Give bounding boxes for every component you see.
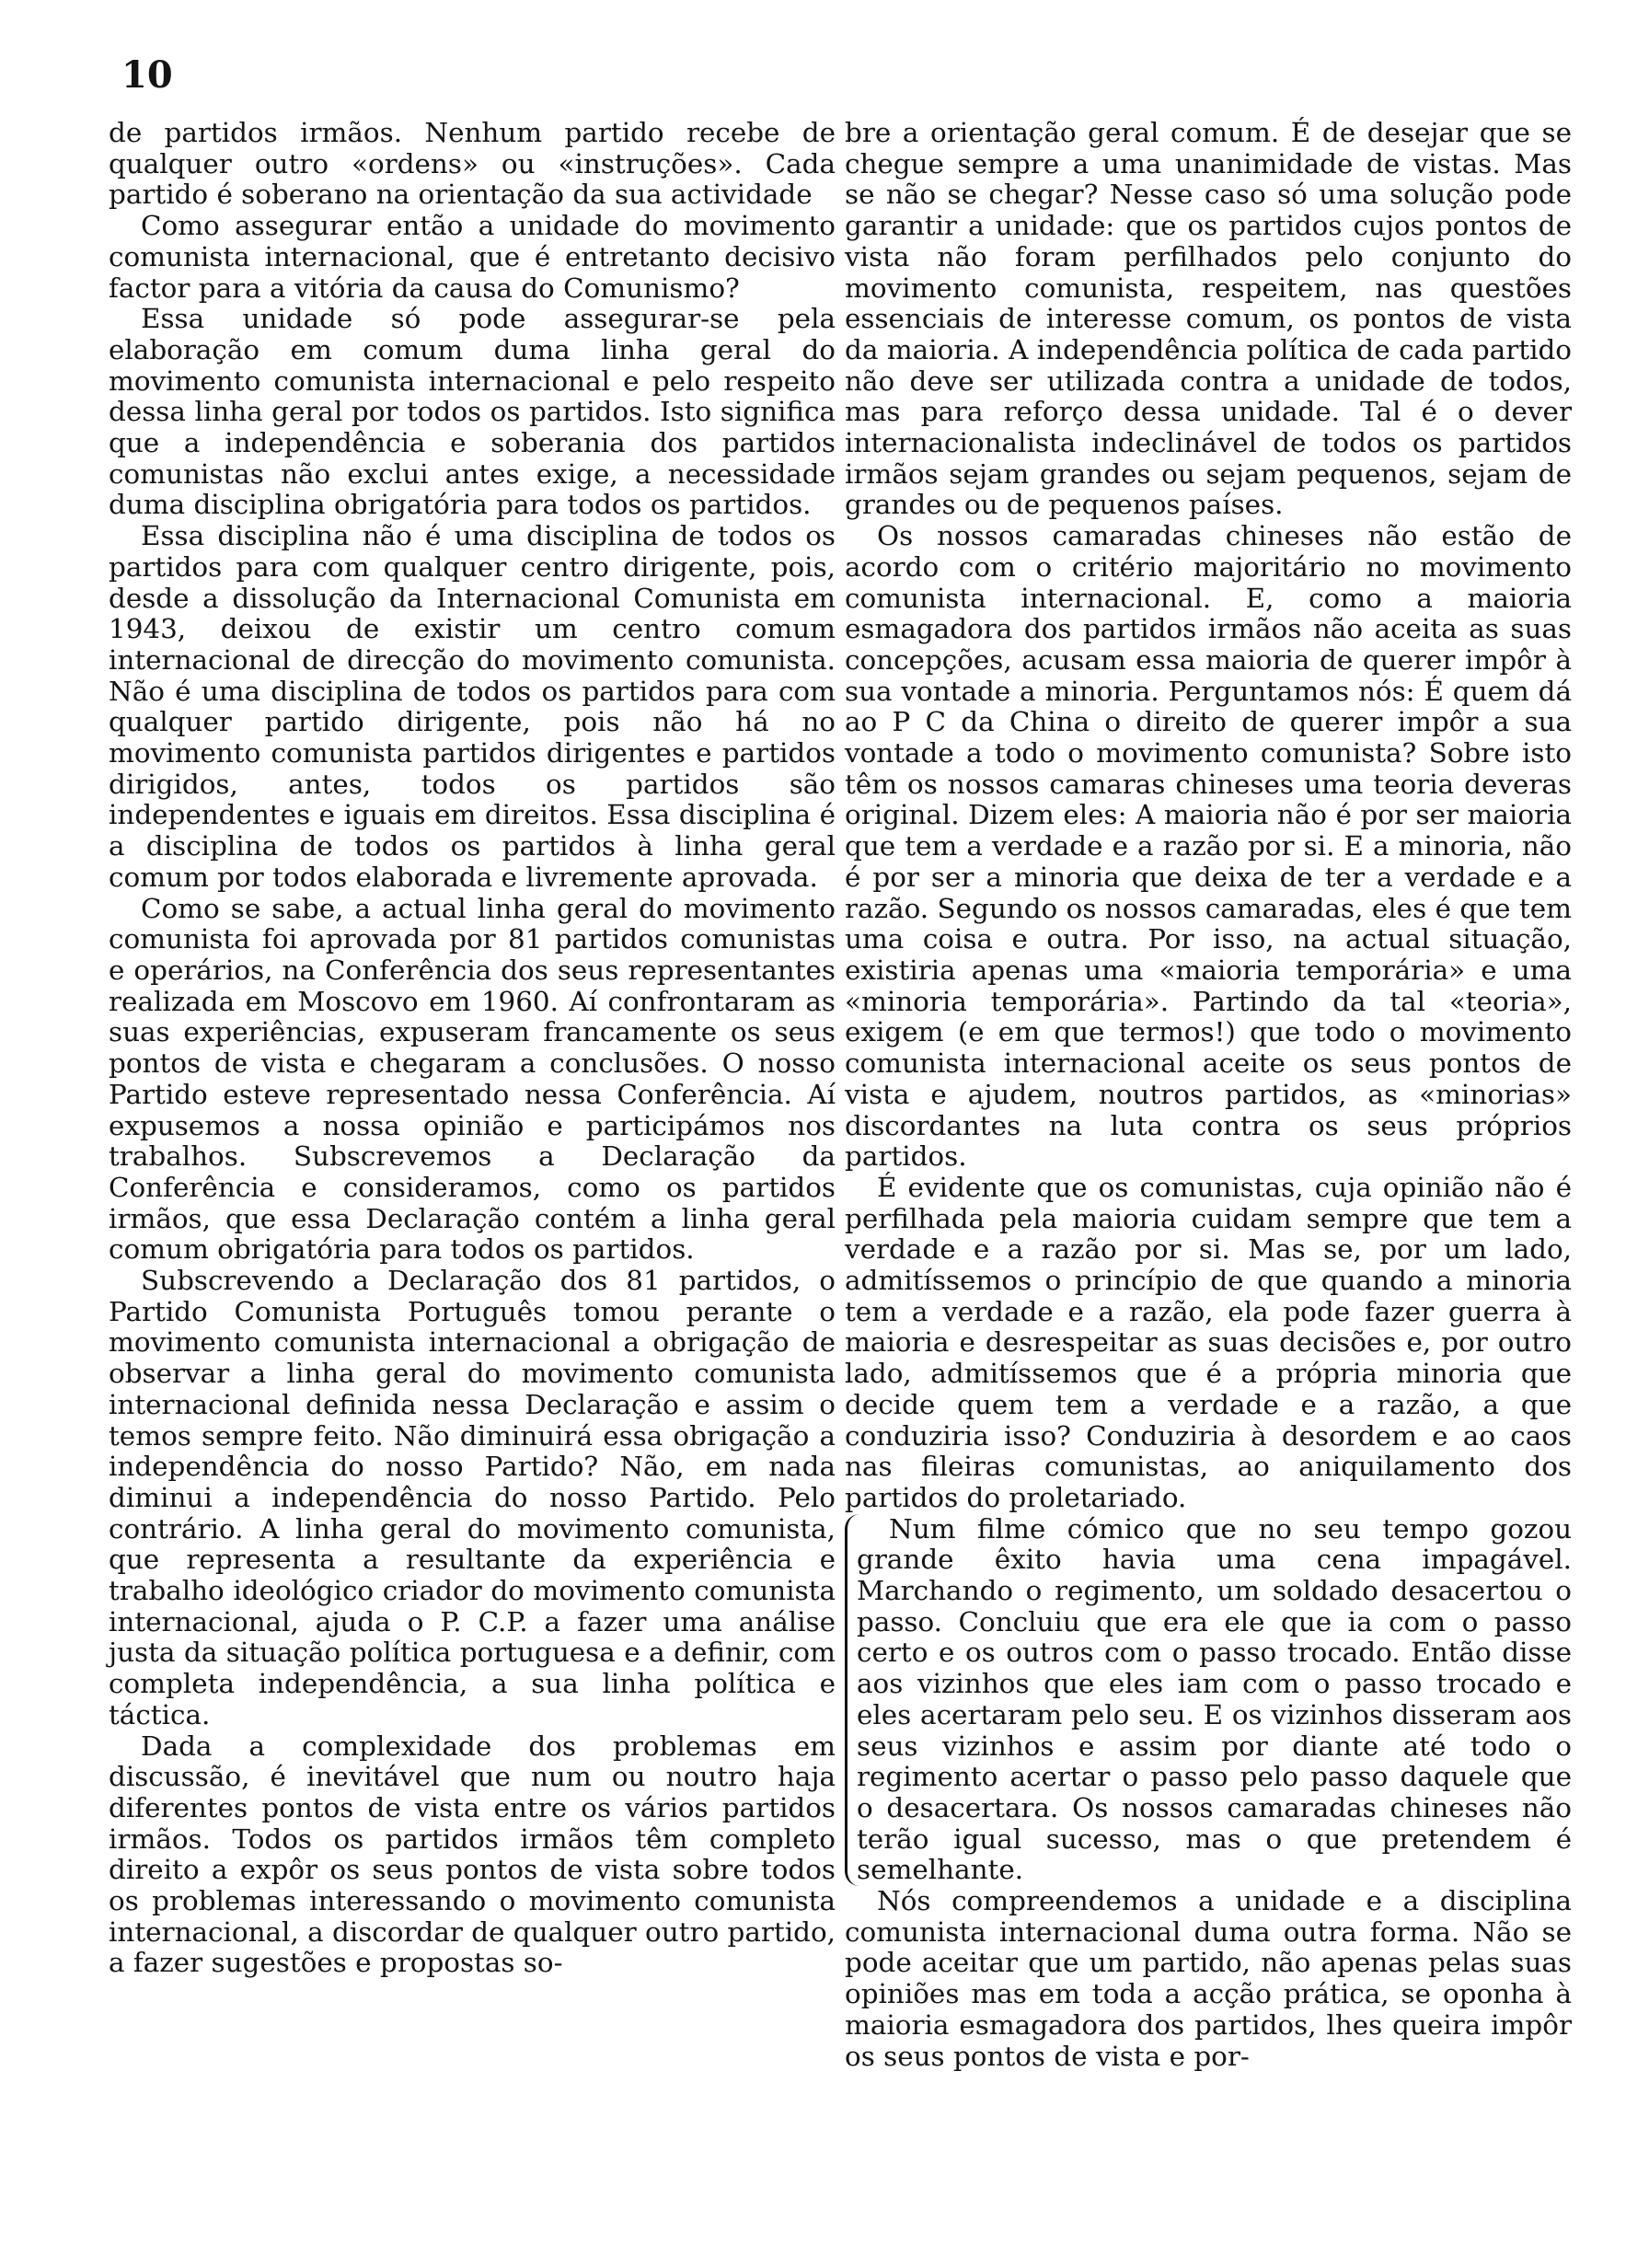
paragraph: É evidente que os comunistas, cuja opinião não é perfilhada pela maioria cuidam sempre que tem a verdade e a razão por si. Mas se, por um lado, admitíssemos o princípio de que quando a minoria tem a verdade e a razão, ela pode fazer guerra à maioria e desrespeitar as suas decisões e, por outro lado, admitíssemos que é a própria minoria que decide quem tem a verdade e a razão, a que conduziria isso? Conduziria à desordem e ao caos nas fileiras comunistas, ao aniquilamento dos partidos do proletariado. — [845, 1171, 1572, 1513]
paragraph: Nós compreendemos a unidade e a disciplina comunista internacional duma outra forma. Não se pode aceitar que um partido, não apenas pelas suas opiniões mas em toda a acção prática, se oponha à maioria esmagadora dos partidos, lhes queira impôr os seus pontos de vista e por- — [845, 1885, 1572, 2072]
paragraph: Subscrevendo a Declaração dos 81 partidos, o Partido Comunista Português tomou perante o movimento comunista internacional a obrigação de observar a linha geral do movimento comunista internacional definida nessa Declaração e assim o temos sempre feito. Não diminuirá essa obrigação a independência do nosso Partido? Não, em nada diminui a independência do nosso Partido. Pelo contrário. A linha geral do movimento comunista, que representa a resultante da experiência e trabalho ideológico criador do movimento comunista internacional, ajuda o P. C.P. a fazer uma análise justa da situação política portuguesa e a definir, com completa independência, a sua linha política e táctica. — [109, 1265, 836, 1730]
bracketed-anecdote-paragraph: Num filme cómico que no seu tempo gozou grande êxito havia uma cena impagável. Marchando o regimento, um soldado desacertou o passo. Concluiu que era ele que ia com o passo certo e os outros com o passo trocado. Então disse aos vizinhos que eles iam com o passo trocado e eles acertaram pelo seu. E os vizinhos disseram aos seus vizinhos e assim por diante até todo o regimento acertar o passo pelo passo daquele que o desacertara. Os nossos camaradas chineses não terão igual sucesso, mas o que pretendem é semelhante. — [845, 1514, 1572, 1886]
right-column — [845, 118, 1572, 2072]
paragraph: Essa unidade só pode assegurar-se pela elaboração em comum duma linha geral do movimento comunista internacional e pelo respeito dessa linha geral por todos os partidos. Isto significa que a independência e soberania dos partidos comunistas não exclui antes exige, a necessidade duma disciplina obrigatória para todos os partidos. — [109, 303, 836, 521]
left-column — [109, 118, 836, 1979]
paragraph: Como assegurar então a unidade do movimento comunista internacional, que é entretanto decisivo factor para a vitória da causa do Comunismo? — [109, 210, 836, 304]
paragraph: Os nossos camaradas chineses não estão de acordo com o critério majoritário no movimento comunista internacional. E, como a maioria esmagadora dos partidos irmãos não aceita as suas concepções, acusam essa maioria de querer impôr à sua vontade a minoria. Perguntamos nós: É quem dá ao P C da China o direito de querer impôr a sua vontade a todo o movimento comunista? Sobre isto têm os nossos camaras chineses uma teoria deveras original. Dizem eles: A maioria não é por ser maioria que tem a verdade e a razão por si. E a minoria, não é por ser a minoria que deixa de ter a verdade e a razão. Segundo os nossos camaradas, eles é que tem uma coisa e outra. Por isso, na actual situação, existiria apenas uma «maioria temporária» e uma «minoria temporária». Partindo da tal «teoria», exigem (e em que termos!) que todo o movimento comunista internacional aceite os seus pontos de vista e ajudem, noutros partidos, as «minorias» discordantes na luta contra os seus próprios partidos. — [845, 520, 1572, 1173]
paragraph: Dada a complexidade dos problemas em discussão, é inevitável que num ou noutro haja diferentes pontos de vista entre os vários partidos irmãos. Todos os partidos irmãos têm completo direito a expôr os seus pontos de vista sobre todos os problemas interessando o movimento comunista internacional, a discordar de qualquer outro partido, a fazer sugestões e propostas so- — [109, 1730, 836, 1979]
page-number: 10 — [121, 53, 173, 97]
paragraph: de partidos irmãos. Nenhum partido recebe de qualquer outro «ordens» ou «instruções». Cada partido é soberano na orientação da sua actividade — [109, 117, 836, 211]
paragraph: bre a orientação geral comum. É de desejar que se chegue sempre a uma unanimidade de vistas. Mas se não se chegar? Nesse caso só uma solução pode garantir a unidade: que os partidos cujos pontos de vista não foram perfilhados pelo conjunto do movimento comunista, respeitem, nas questões essenciais de interesse comum, os pontos de vista da maioria. A independência política de cada partido não deve ser utilizada contra a unidade de todos, mas para reforço dessa unidade. Tal é o dever internacionalista indeclinável de todos os partidos irmãos sejam grandes ou sejam pequenos, sejam de grandes ou de pequenos países. — [845, 117, 1572, 521]
paragraph: Essa disciplina não é uma disciplina de todos os partidos para com qualquer centro dirigente, pois, desde a dissolução da Internacional Comunista em 1943, deixou de existir um centro comum internacional de direcção do movimento comunista. Não é uma disciplina de todos os partidos para com qualquer partido dirigente, pois não há no movimento comunista partidos dirigentes e partidos dirigidos, antes, todos os partidos são independentes e iguais em direitos. Essa disciplina é a disciplina de todos os partidos à linha geral comum por todos elaborada e livremente aprovada. — [109, 520, 836, 893]
paragraph: Como se sabe, a actual linha geral do movimento comunista foi aprovada por 81 partidos comunistas e operários, na Conferência dos seus representantes realizada em Moscovo em 1960. Aí confrontaram as suas experiências, expuseram francamente os seus pontos de vista e chegaram a conclusões. O nosso Partido esteve representado nessa Conferência. Aí expusemos a nossa opinião e participámos nos trabalhos. Subscrevemos a Declaração da Conferência e consideramos, como os partidos irmãos, que essa Declaração contém a linha geral comum obrigatória para todos os partidos. — [109, 892, 836, 1266]
